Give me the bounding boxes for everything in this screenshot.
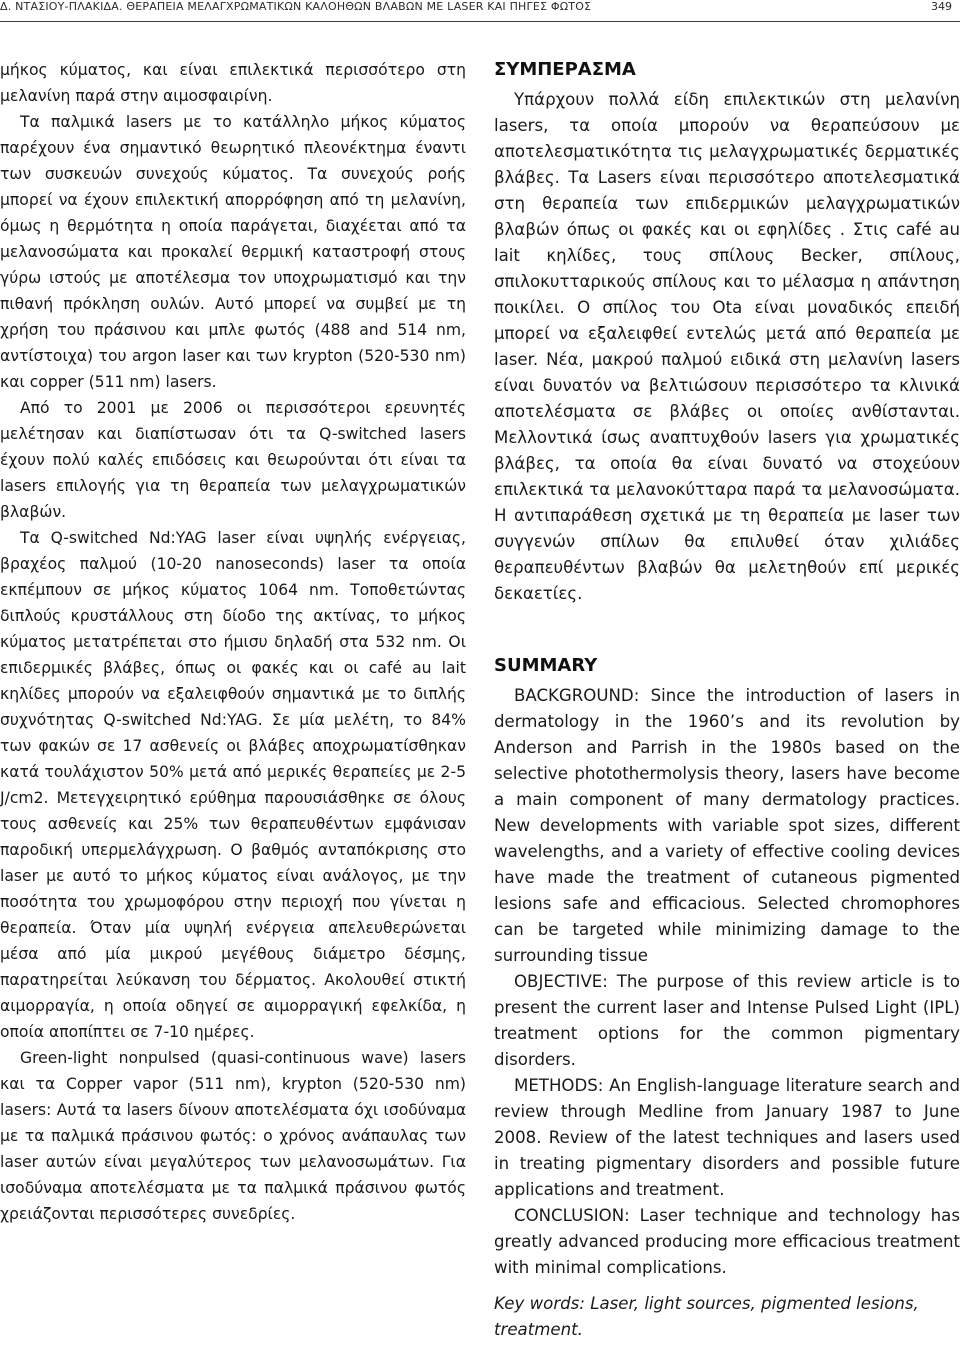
header-rule [0,21,960,22]
paragraph: Από το 2001 με 2006 οι περισσότεροι ερευνητές μελέτησαν και διαπίστωσαν ότι τα Q-switched lasers έχουν πολύ καλές επιδόσεις και θεωρούνται ότι είναι τα lasers επιλογής για τη θεραπεία των μελαγχρωματικών βλαβών. [0,399,466,521]
conclusion-heading: ΣΥΜΠΕΡΑΣΜΑ [494,59,636,80]
keywords [494,1291,960,1343]
keywords-label: Key words: [494,1294,585,1313]
summary-heading: SUMMARY [494,655,598,676]
summary-conclusion: CONCLUSION: Laser technique and technology has greatly advanced producing more efficacious treatment with minimal complications. [494,1206,960,1277]
running-title: Δ. ΝΤΑΣΙΟΥ-ΠΛΑΚΙΔΑ. ΘΕΡΑΠΕΙΑ ΜΕΛΑΓΧΡΩΜΑΤΙΚΩΝ ΚΑΛΟΗΘΩΝ ΒΛΑΒΩΝ ΜΕ LASER ΚΑΙ ΠΗΓΕΣ ΦΩΤΟΣ [0,0,592,13]
conclusion-text: Υπάρχουν πολλά είδη επιλεκτικών στη μελανίνη lasers, τα οποία μπορούν να θεραπεύσουν με αποτελεσματικότητα τις μελαγχρωματικές δερματικές βλάβες. Τα Lasers είναι περισσότερο αποτελεσματικά στη θεραπεία των επιδερμικών μελαγχρωματικών βλαβών όπως οι φακές και οι εφηλίδες . Στις café au lait κηλίδες, τους σπίλους Becker, σπίλους, σπιλοκυτταρικούς σπίλους και το μέλασμα η απάντηση ποικίλει. Ο σπίλος του Ota είναι μοναδικός επειδή μπορεί να εξαλειφθεί εντελώς μετά από θεραπεία με laser. Νέα, μακρού παλμού ειδικά στη μελανίνη lasers είναι δυνατόν να βελτιώσουν περισσότερο τα κλινικά αποτελέσματα σε βλάβες οι οποίες ανθίστανται. Μελλοντικά ίσως αναπτυχθούν lasers για χρωματικές βλάβες, τα οποία θα είναι δυνατό να στοχεύουν επιλεκτικά τα μελανοκύτταρα παρά τα μελανοσώματα. Η αντιπαράθεση σχετικά με τη θεραπεία με laser των συγγενών σπίλων θα επιλυθεί όταν χιλιάδες θεραπευθέντων βλαβών θα μελετηθούν επί μερικές δεκαετίες. [494,90,960,603]
left-column [0,57,466,1227]
keywords-text: Laser, light sources, pigmented lesions, treatment. [494,1294,919,1339]
running-header [0,0,960,20]
summary-background: BACKGROUND: Since the introduction of lasers in dermatology in the 1960’s and its revolution by Anderson and Parrish in the 1980s based on the selective photothermolysis theory, lasers have become a main component of many dermatology practices. New developments with variable spot sizes, different wavelengths, and a variety of effective cooling devices have made the treatment of cutaneous pigmented lesions safe and efficacious. Selected chromophores can be targeted while minimizing damage to the surrounding tissue [494,686,960,965]
paragraph: Τα παλμικά lasers με το κατάλληλο μήκος κύματος παρέχουν ένα σημαντικό θεωρητικό πλεονέκτημα έναντι των συσκευών συνεχούς κύματος. Τα συνεχούς ροής μπορεί να έχουν επιλεκτική απορρόφηση από τη μελανίνη, όμως η θερμότητα η οποία παράγεται, διαχέεται από τα μελανοσώματα και προκαλεί θερμική καταστροφή στους γύρω ιστούς με αποτέλεσμα τον υποχρωματισμό και την πιθανή πρόκληση ουλών. Αυτό μπορεί να συμβεί με τη χρήση του πράσινου και μπλε φωτός (488 and 514 nm, αντίστοιχα) του argon laser και των krypton (520-530 nm) και copper (511 nm) lasers. [0,113,466,391]
paragraph: μήκος κύματος, και είναι επιλεκτικά περισσότερο στη μελανίνη παρά στην αιμοσφαιρίνη. [0,61,466,105]
paragraph: Τα Q-switched Nd:YAG laser είναι υψηλής ενέργειας, βραχέος παλμού (10-20 nanoseconds) laser τα οποία εκπέμπουν σε μήκος κύματος 1064 nm. Τοποθετώντας διπλούς κρυστάλλους στη δίοδο της ακτίνας, το μήκος κύματος μετατρέπεται στο ήμισυ δηλαδή στα 532 nm. Οι επιδερμικές βλάβες, όπως οι φακές και οι café au lait κηλίδες μπορούν να εξαλειφθούν σημαντικά με το διπλής συχνότητας Q-switched Nd:YAG. Σε μία μελέτη, το 84% των φακών σε 17 ασθενείς οι βλάβες αποχρωματίσθηκαν κατά τουλάχιστον 50% μετά από μερικές θεραπείες με 2-5 J/cm2. Μετεγχειρητικό ερύθημα παρουσιάσθηκε σε όλους τους ασθενείς και 25% των θεραπευθέντων εμφάνισαν παροδική υπερμελάγχρωση. Ο βαθμός ανταπόκρισης στο laser με αυτό το μήκος κύματος είναι ανάλογος, με την ποσότητα του χρωμοφόρου στην περιοχή που γίνεται η θεραπεία. Όταν μία υψηλή ενέργεια απελευθερώνεται μέσα από μία μικρού μεγέθους διάμετρο δέσμης, παρατηρείται λεύκανση του δέρματος. Ακολουθεί στικτή αιμορραγία, η οποία οδηγεί σε αιμορραγική εφελκίδα, η οποία αποπίπτει σε 7-10 ημέρες. [0,529,466,1041]
summary-methods: METHODS: An English-language literature search and review through Medline from January 1987 to June 2008. Review of the latest techniques and lasers used in treating pigmentary disorders and possible future applications and treatment. [494,1076,960,1199]
paragraph: Green-light nonpulsed (quasi-continuous wave) lasers και τα Copper vapor (511 nm), krypton (520-530 nm) lasers: Αυτά τα lasers δίνουν αποτελέσματα όχι ισοδύναμα με τα παλμικά πράσινου φωτός: ο χρόνος ανάπαυλας των laser αυτών είναι μεγαλύτερος των μελανοσωμάτων. Για ισοδύναμα αποτελέσματα με τα παλμικά πράσινου φωτός χρειάζονται περισσότερες συνεδρίες. [0,1049,466,1223]
page-number: 349 [931,0,952,13]
right-column [494,57,960,1343]
summary-objective: OBJECTIVE: The purpose of this review article is to present the current laser and Intense Pulsed Light (IPL) treatment options for the common pigmentary disorders. [494,972,960,1069]
